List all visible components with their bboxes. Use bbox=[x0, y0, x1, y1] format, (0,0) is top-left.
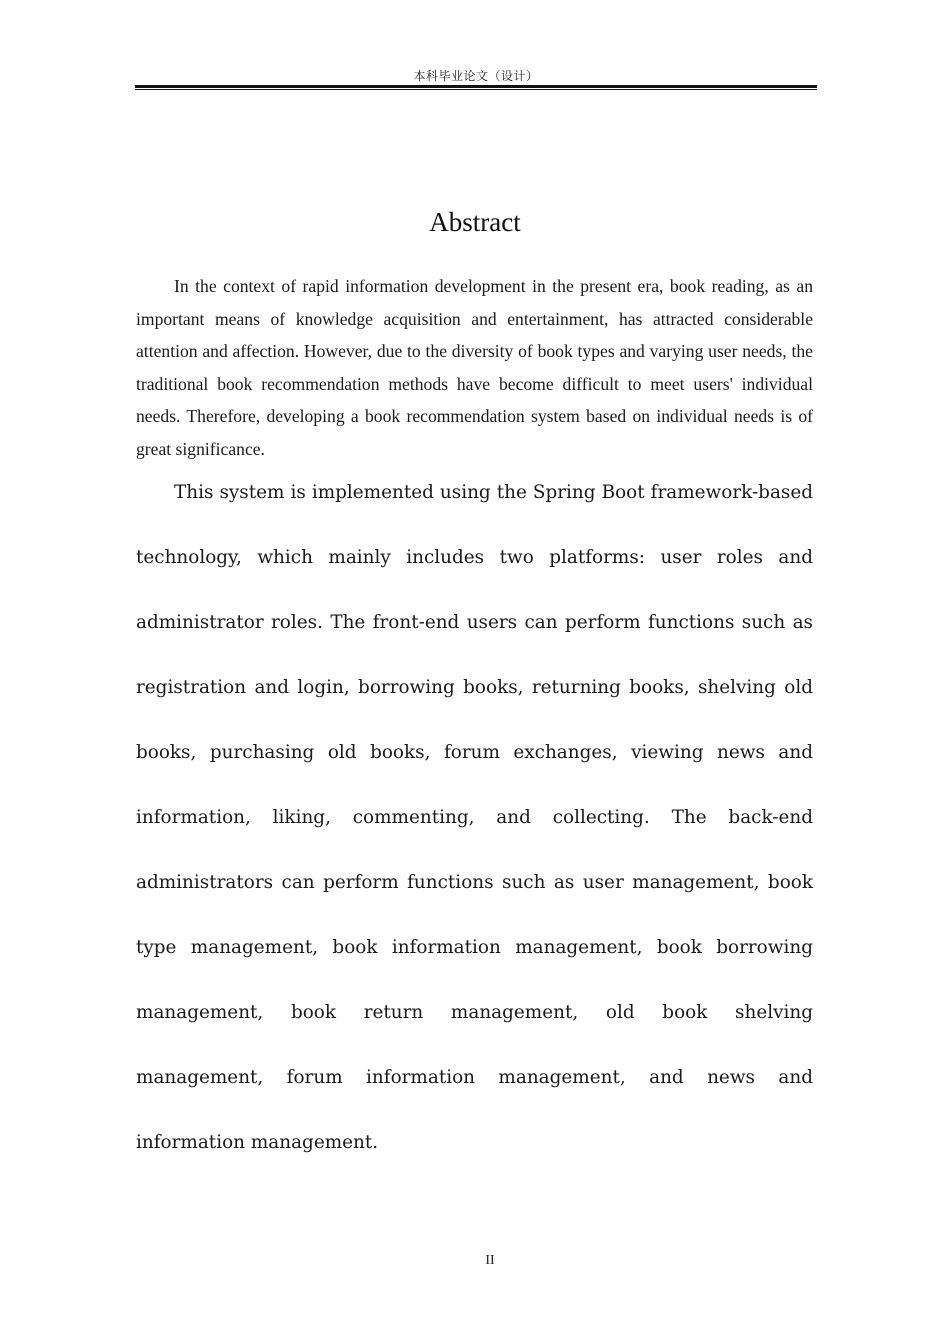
abstract-paragraph-2: This system is implemented using the Spring Boot framework-based technology, which mainly includes two platforms: user roles and administrator roles. The front-end users can perform functions such as registration and login, borrowing books, returning books, shelving old books, purchasing old books, forum exchanges, viewing news and information, liking, commenting, and collecting. The back-end administrators can perform functions such as user management, book type management, book information management, book borrowing management, book return management, old book shelving management, forum information management, and news and information management. bbox=[136, 482, 813, 1153]
abstract-paragraph-1: In the context of rapid information development in the present era, book reading, as an important means of knowledge acquisition and entertainment, has attracted considerable attention and affection. However, due to the diversity of book types and varying user needs, the traditional book recommendation methods have become difficult to meet users' individual needs. Therefore, developing a book recommendation system based on individual needs is of great significance. bbox=[136, 276, 813, 459]
abstract-title: Abstract bbox=[429, 207, 521, 237]
page-number: II bbox=[485, 1253, 495, 1268]
header-rule bbox=[135, 85, 817, 90]
running-header: 本科毕业论文（设计） bbox=[413, 69, 539, 83]
